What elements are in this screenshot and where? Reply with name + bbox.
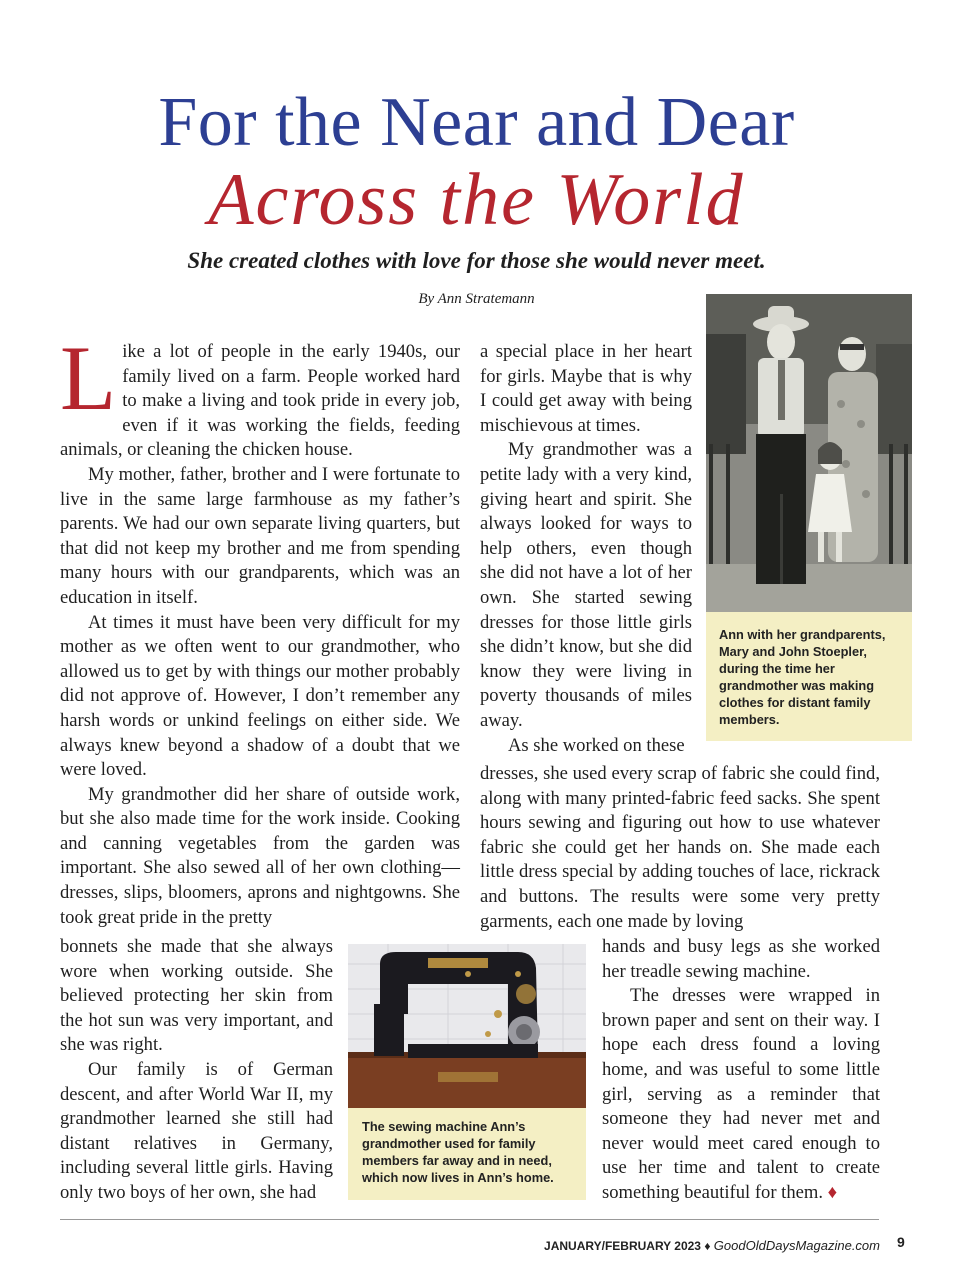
paragraph: At times it must have been very difficult for my mother as we often went to our grandmother, who allowed us to get by with things our mother probably did not approve of. However, I don’t remember any harsh words or unkind feelings on either side. We always knew beyond a shadow of a doubt that we were loved.	[60, 611, 460, 781]
paragraph: bonnets she made that she always wore when working outside. She believed protecting her skin from the hot sun was very important, and she was right.	[60, 936, 333, 1056]
paragraph: Our family is of German descent, and after World War II, my grandmother learned she still had distant relatives in Germany, including several little girls. Having only two boys of her own, she had	[60, 1058, 333, 1203]
column-2-text	[480, 340, 692, 758]
sewing-machine-photo-caption: The sewing machine Ann’s grandmother used for family members far away and in need, which now lives in Ann’s home.	[348, 1108, 586, 1200]
end-mark: ♦	[827, 1181, 838, 1203]
byline: By Ann Stratemann	[418, 291, 535, 307]
article-title-line1: For the Near and Dear	[158, 84, 795, 161]
paragraph: My grandmother did her share of outside work, but she also made time for the work inside. Cooking and canning vegetables from the garden was important. She also sewed all of her own clothing—dresses, slips, bloomers, aprons and nightgowns. She took great pride in the pretty	[60, 783, 460, 928]
footer	[0, 1238, 880, 1253]
page-number: 9	[897, 1234, 905, 1250]
column-1-continuation	[60, 935, 333, 1206]
paragraph: a special place in her heart for girls. Maybe that is why I could get away with being mischievous at times.	[480, 341, 692, 436]
paragraph: The dresses were wrapped in brown paper and sent on their way. I hope each dress found a loving home, and was useful to some little girl, serving as a reminder that someone they had never met and never would meet cared enough to use her time and talent to create something beautiful for them. ♦	[602, 985, 880, 1203]
footer-separator: ♦	[704, 1239, 711, 1253]
paragraph: Like a lot of people in the early 1940s, our family lived on a farm. People worked hard to make a living and took pride in every job, even if it was working the fields, feeding animals, or cleaning the chicken house.	[60, 327, 460, 461]
grandparents-photo-image	[706, 294, 912, 612]
drop-cap: L	[60, 327, 117, 429]
issue-date: JANUARY/FEBRUARY 2023	[544, 1239, 701, 1253]
article-title-line2: Across the World	[208, 159, 745, 241]
paragraph: As she worked on these	[508, 734, 685, 756]
grandparents-photo	[706, 294, 912, 612]
paragraph: hands and busy legs as she worked her treadle sewing machine.	[602, 936, 880, 982]
column-2-end-text	[602, 935, 880, 1206]
grandparents-photo-caption: Ann with her grandparents, Mary and John Stoepler, during the time her grandmother was making clothes for distant family members.	[706, 612, 912, 741]
footer-rule	[60, 1219, 879, 1220]
article-subtitle: She created clothes with love for those she would never meet.	[187, 248, 766, 273]
sewing-machine-photo	[348, 944, 586, 1108]
column-2-wide-text	[480, 762, 880, 934]
paragraph: My mother, father, brother and I were fortunate to live in the same large farmhouse as my father’s parents. We had our own separate living quarters, but that did not keep my brother and me from spending many hours with our grandparents, which was an education in itself.	[60, 463, 460, 608]
column-1-text	[60, 327, 460, 930]
website-link[interactable]: GoodOldDaysMagazine.com	[713, 1238, 880, 1253]
paragraph: My grandmother was a petite lady with a very kind, giving heart and spirit. She always looked for ways to help others, even though she did not have a lot of her own. She started sewing dresses for those little girls she didn’t know, but she did know they were living in poverty thousands of miles away.	[480, 439, 692, 731]
sewing-machine-photo-image	[348, 944, 586, 1108]
paragraph: dresses, she used every scrap of fabric she could find, along with many printed-fabric feed sacks. She spent hours sewing and figuring out how to use whatever fabric she could get her hands on. She made each little dress special by adding touches of lace, rickrack and buttons. The results were some very pretty garments, each one made by loving	[480, 763, 880, 932]
